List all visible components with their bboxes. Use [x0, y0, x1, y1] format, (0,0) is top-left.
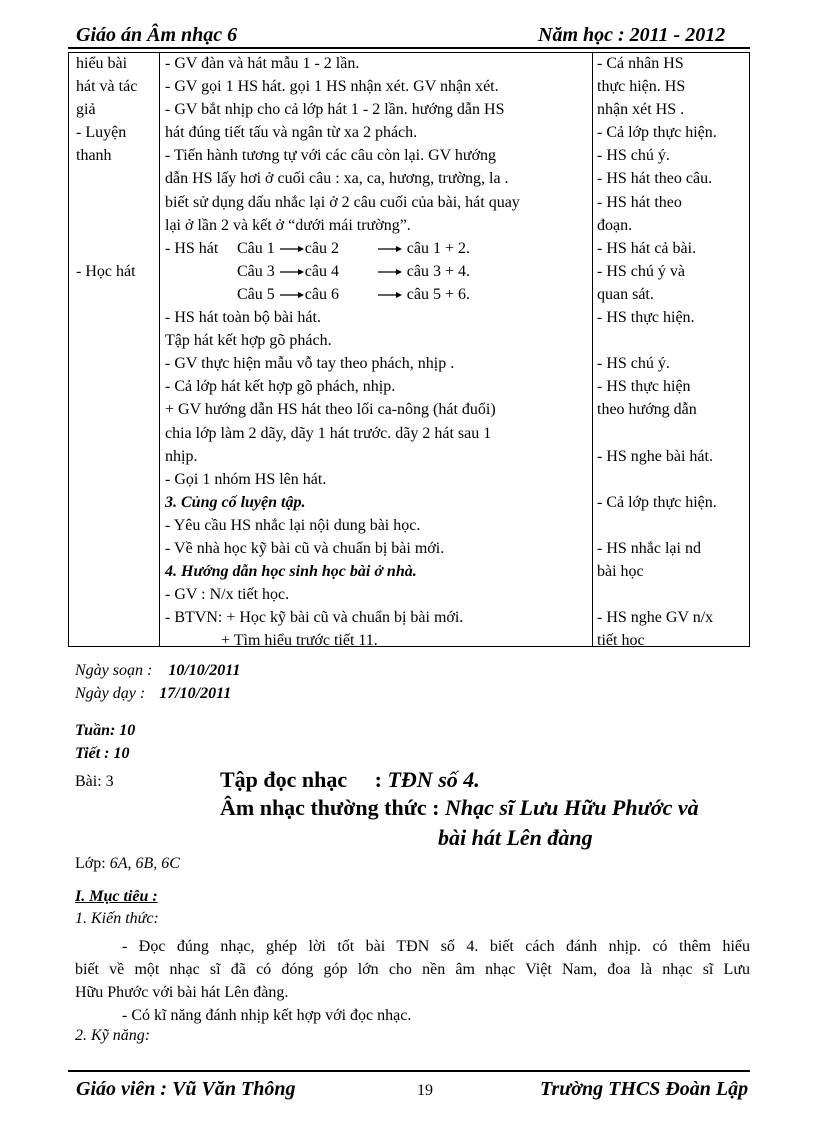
student-line: theo hướng dẫn: [597, 401, 697, 419]
student-line: - HS thực hiện.: [597, 309, 695, 327]
student-line: - HS nghe bài hát.: [597, 447, 713, 465]
student-line: - HS nhắc lại nd: [597, 539, 701, 557]
activity-line: biết sử dụng dấu nhắc lại ở 2 câu cuối của bài, hát quay: [165, 193, 520, 211]
period-label: Tiết : 10: [75, 745, 130, 762]
student-line: - Cả lớp thực hiện.: [597, 493, 717, 511]
lesson-number: Bài: 3: [75, 773, 114, 790]
class-value: 6A, 6B, 6C: [109, 855, 180, 872]
student-line: - HS chú ý.: [597, 355, 670, 373]
class-line: [75, 855, 180, 873]
sing-c: câu 1 + 2.: [406, 239, 471, 257]
teach-date-label: Ngày dạy :: [75, 685, 150, 702]
knowledge-heading: 1. Kiến thức:: [75, 910, 159, 927]
student-line: - HS chú ý.: [597, 147, 670, 165]
student-line: [597, 468, 747, 491]
student-line: - HS hát theo câu.: [597, 170, 713, 188]
student-line: [597, 422, 747, 445]
activity-line: - Về nhà học kỹ bài cũ và chuẩn bị bài mới.: [165, 539, 445, 557]
col1-line: [76, 167, 160, 190]
lesson-title-2-label: Âm nhạc thường thức :: [220, 795, 445, 820]
paragraph-line: - Có kĩ năng đánh nhịp kết hợp với đọc nhạc.: [122, 1007, 412, 1024]
col1-line: [76, 214, 160, 237]
col1-line: [76, 237, 160, 260]
activity-line: dẫn HS lấy hơi ở cuối câu : xa, ca, hương, trường, la .: [165, 170, 509, 188]
student-line: - Cá nhân HS: [597, 55, 684, 72]
activity-line: - Tiến hành tương tự với các câu còn lại. GV hướng: [165, 147, 497, 165]
prep-date-label: Ngày soạn :: [75, 662, 157, 679]
header-rule: [68, 47, 750, 49]
student-line: quan sát.: [597, 285, 654, 303]
right-arrow-icon: [377, 267, 403, 277]
right-arrow-icon: [279, 244, 305, 254]
sing-b: câu 2: [304, 239, 339, 257]
activity-line: - Gọi 1 nhóm HS lên hát.: [165, 470, 327, 488]
teach-date-value: 17/10/2011: [159, 685, 232, 702]
student-line: [597, 514, 747, 537]
activity-line: nhịp.: [165, 447, 198, 465]
student-line: thực hiện. HS: [597, 78, 686, 96]
footer-teacher: Giáo viên : Vũ Văn Thông: [76, 1078, 296, 1100]
right-arrow-icon: [279, 290, 305, 300]
activity-line: - GV bắt nhịp cho cả lớp hát 1 - 2 lần. hướng dẫn HS: [165, 101, 505, 119]
sing-c: câu 5 + 6.: [406, 285, 471, 303]
student-line: [597, 583, 747, 606]
right-arrow-icon: [377, 290, 403, 300]
footer-rule: [68, 1070, 750, 1072]
sing-row: [165, 237, 590, 260]
activity-line: - GV gọi 1 HS hát. gọi 1 HS nhận xét. GV nhận xét.: [165, 78, 499, 96]
student-line: - HS hát cả bài.: [597, 239, 697, 257]
activity-line: - GV : N/x tiết học.: [165, 586, 290, 604]
student-line: - HS hát theo: [597, 193, 682, 211]
class-label: Lớp:: [75, 855, 110, 872]
lesson-title-1: [220, 767, 480, 793]
table-col-students: [597, 52, 747, 652]
section-4-heading: 4. Hướng dẫn học sinh học bài ở nhà.: [165, 563, 417, 581]
student-line: đoạn.: [597, 216, 633, 234]
table-col-content: [76, 52, 160, 283]
student-line: - HS nghe GV n/x: [597, 609, 714, 627]
student-line: bài học: [597, 563, 644, 581]
col1-line: thanh: [76, 147, 112, 165]
teach-date: [75, 685, 231, 703]
student-line: nhận xét HS .: [597, 101, 685, 119]
section-3-heading: 3. Củng cố luyện tập.: [165, 493, 306, 511]
activity-line: - HS hát toàn bộ bài hát.: [165, 309, 321, 327]
lesson-title-2-cont: bài hát Lên đàng: [438, 825, 593, 850]
activity-line: Tập hát kết hợp gõ phách.: [165, 332, 332, 350]
paragraph-line: - Đọc đúng nhạc, ghép lời tốt bài TĐN số 4. biết cách đánh nhịp. có thêm hiểu: [122, 938, 750, 955]
student-line: tiết học: [597, 632, 645, 650]
activity-line: hát đúng tiết tấu và ngân từ xa 2 phách.: [165, 124, 418, 142]
col1-line: giả: [76, 101, 96, 119]
prep-date-value: 10/10/2011: [168, 662, 241, 679]
sing-c: câu 3 + 4.: [406, 262, 471, 280]
lesson-title-1-label: Tập đọc nhạc :: [220, 767, 388, 792]
week-label: Tuần: 10: [75, 722, 136, 739]
col1-line: - Luyện: [76, 124, 127, 142]
student-line: - HS chú ý và: [597, 262, 685, 280]
sing-row: [165, 283, 590, 306]
activity-line: - GV đàn và hát mẫu 1 - 2 lần.: [165, 55, 360, 72]
prep-date: [75, 662, 240, 680]
sing-a: Câu 5: [237, 285, 275, 303]
table-col-activities: [165, 52, 590, 652]
right-arrow-icon: [377, 244, 403, 254]
header-left: Giáo án Âm nhạc 6: [76, 24, 238, 46]
right-arrow-icon: [279, 267, 305, 277]
objectives-heading: I. Mục tiêu :: [75, 888, 158, 905]
lesson-title-2-value: Nhạc sĩ Lưu Hữu Phước và: [444, 795, 699, 820]
activity-line: + GV hướng dẫn HS hát theo lối ca-nông (hát đuổi): [165, 401, 496, 419]
student-line: - HS thực hiện: [597, 378, 691, 396]
activity-line: chia lớp làm 2 dãy, dãy 1 hát trước. dãy 2 hát sau 1: [165, 424, 492, 442]
activity-line: lại ở lần 2 và kết ở “dưới mái trường”.: [165, 216, 411, 234]
activity-line: - GV thực hiện mẫu vỗ tay theo phách, nhịp .: [165, 355, 455, 373]
activity-line: - Yêu cầu HS nhắc lại nội dung bài học.: [165, 516, 421, 534]
footer-school: Trường THCS Đoàn Lập: [540, 1078, 749, 1100]
page-number: 19: [417, 1082, 433, 1099]
knowledge-paragraph: [75, 935, 750, 1027]
lesson-title-2: [220, 795, 699, 821]
activity-line: - BTVN: + Học kỹ bài cũ và chuẩn bị bài mới.: [165, 609, 464, 627]
col1-line: hiểu bài: [76, 55, 128, 72]
col1-line: [76, 191, 160, 214]
paragraph-line: biết về một nhạc sĩ đã có đóng góp lớn cho nền âm nhạc Việt Nam, đoa là nhạc sĩ Lưu: [75, 961, 750, 978]
student-line: - Cả lớp thực hiện.: [597, 124, 717, 142]
sing-prefix: - HS hát: [165, 239, 219, 257]
header-right: Năm học : 2011 - 2012: [538, 24, 726, 46]
col1-line: hát và tác: [76, 78, 138, 96]
sing-a: Câu 1: [237, 239, 275, 257]
paragraph-line: Hữu Phước với bài hát Lên đàng.: [75, 984, 289, 1001]
col1-line: - Học hát: [76, 262, 136, 280]
activity-line: - Cả lớp hát kết hợp gõ phách, nhịp.: [165, 378, 396, 396]
lesson-title-1-value: TĐN số 4.: [387, 767, 480, 792]
sing-b: câu 6: [304, 285, 339, 303]
activity-line: + Tìm hiểu trước tiết 11.: [165, 632, 378, 650]
sing-a: Câu 3: [237, 262, 275, 280]
student-line: [597, 329, 747, 352]
sing-b: câu 4: [304, 262, 339, 280]
sing-row: [165, 260, 590, 283]
table-divider-2: [592, 53, 593, 646]
skills-heading: 2. Kỹ năng:: [75, 1027, 151, 1044]
